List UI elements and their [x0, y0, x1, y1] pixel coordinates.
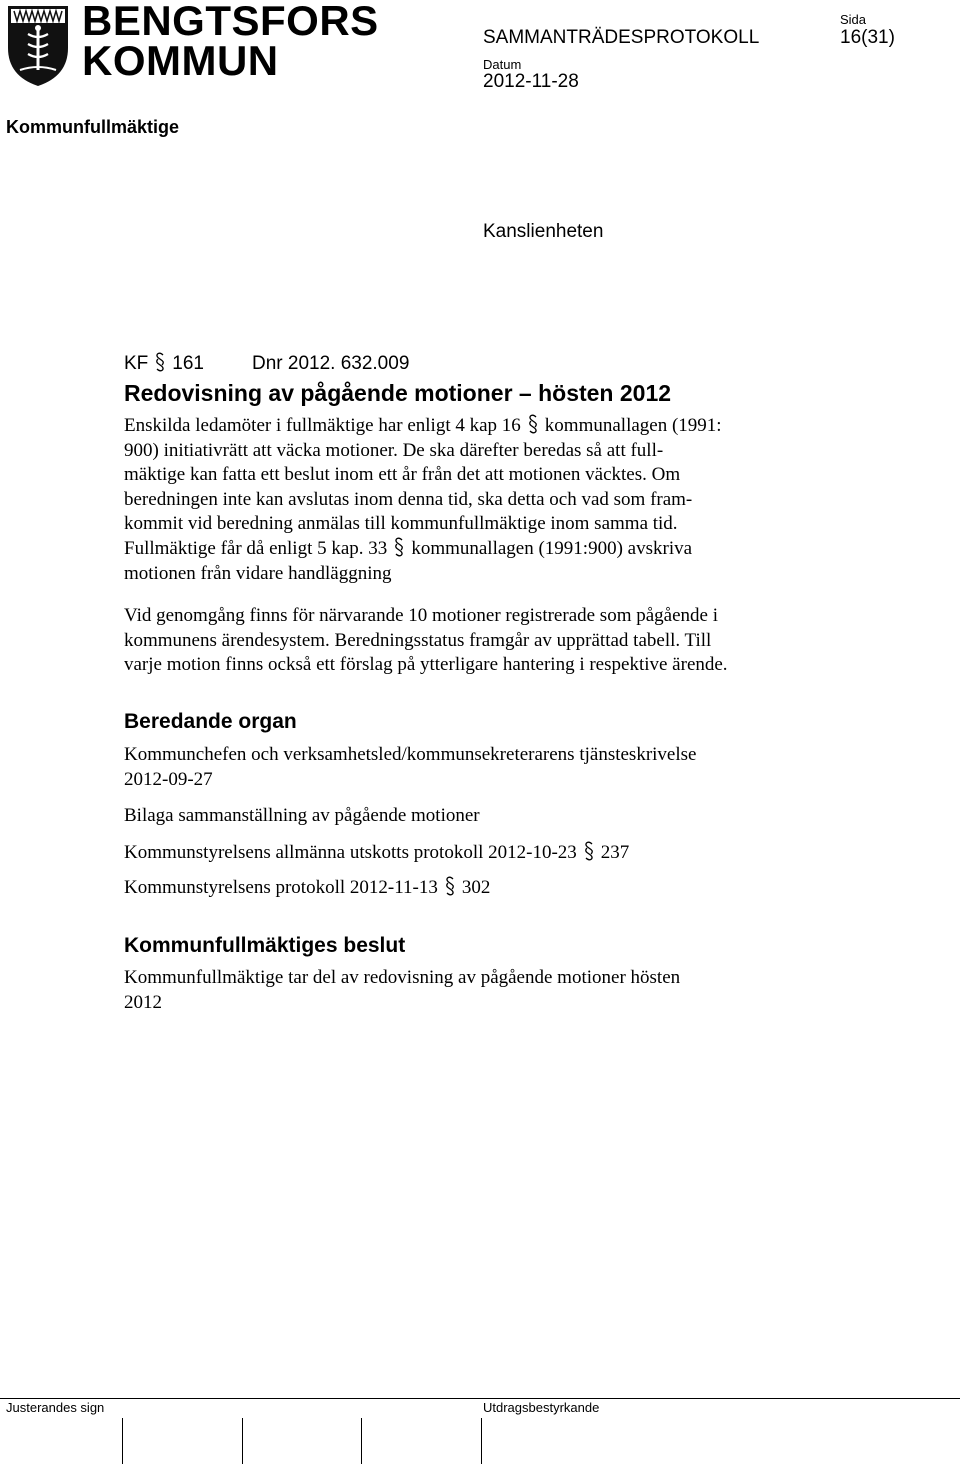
intro-line: motionen från vidare handläggning	[124, 562, 392, 584]
signature-box-divider	[242, 1418, 243, 1464]
page-number: 16(31)	[840, 27, 895, 48]
intro-line: kommit vid beredning anmälas till kommunfullmäktige inom samma tid.	[124, 513, 678, 535]
signature-box-divider	[122, 1418, 123, 1464]
intro-line: Enskilda ledamöter i fullmäktige har enligt 4 kap 16 kommunallagen (1991:	[124, 415, 722, 436]
preparing-item-3: Kommunstyrelsens allmänna utskotts protokoll 2012-10-23 237	[124, 842, 630, 863]
section-sign-icon	[583, 841, 595, 861]
case-kf: KF	[124, 353, 149, 374]
section-sign-icon	[527, 414, 539, 434]
decision-text-line2: 2012	[124, 992, 162, 1013]
case-reference	[124, 352, 409, 375]
extract-certification-label: Utdragsbestyrkande	[483, 1400, 600, 1415]
preparing-item-2: Bilaga sammanställning av pågående motioner	[124, 805, 480, 826]
preparing-item-1-line1: Kommunchefen och verksamhetsled/kommunsekreterarens tjänsteskrivelse	[124, 744, 697, 765]
adjuster-signature-label: Justerandes sign	[6, 1400, 105, 1415]
status-line: varje motion finns också ett förslag på ytterligare hantering i respektive ärende.	[124, 654, 728, 676]
footer-divider	[0, 1398, 960, 1399]
signature-box-divider	[481, 1418, 482, 1464]
page-label: Sida	[840, 12, 867, 27]
municipal-coat-of-arms-logo	[6, 4, 70, 88]
section-sign-icon	[393, 537, 405, 557]
brand-name-line2: KOMMUN	[82, 37, 279, 84]
decision-body: Kommunfullmäktige	[6, 117, 180, 137]
status-paragraph	[124, 604, 834, 678]
section-sign-icon	[154, 352, 166, 372]
case-dnr: Dnr 2012. 632.009	[251, 353, 410, 374]
decision-text-line1: Kommunfullmäktige tar del av redovisning av pågående motioner hösten	[124, 967, 681, 988]
date-label: Datum	[483, 57, 522, 72]
intro-line: beredningen inte kan avslutas inom denna tid, ska detta och vad som fram-	[124, 488, 693, 510]
brand-name-line1: BENGTSFORS	[82, 0, 379, 44]
status-line: Vid genomgång finns för närvarande 10 motioner registrerade som pågående i	[124, 605, 718, 626]
intro-line: 900) initiativrätt att väcka motioner. De ska därefter beredas så att full-	[124, 439, 664, 461]
intro-paragraph	[124, 414, 824, 586]
intro-line: Fullmäktige får då enligt 5 kap. 33 kommunallagen (1991:900) avskriva	[124, 537, 693, 559]
case-title: Redovisning av pågående motioner – hösten 2012	[124, 380, 672, 406]
section-sign-icon	[444, 876, 456, 896]
case-number: 161	[172, 353, 204, 374]
signature-box-divider	[361, 1418, 362, 1464]
department-unit: Kanslienheten	[483, 221, 604, 242]
preparing-bodies-heading: Beredande organ	[124, 710, 297, 733]
meeting-date: 2012-11-28	[483, 71, 579, 92]
preparing-item-1-line2: 2012-09-27	[124, 769, 213, 790]
document-type: SAMMANTRÄDESPROTOKOLL	[483, 27, 760, 48]
decision-heading: Kommunfullmäktiges beslut	[124, 934, 406, 957]
status-line: kommunens ärendesystem. Beredningsstatus framgår av upprättad tabell. Till	[124, 629, 712, 651]
preparing-item-4: Kommunstyrelsens protokoll 2012-11-13 302	[124, 877, 491, 898]
intro-line: mäktige kan fatta ett beslut inom ett år från det att motionen väcktes. Om	[124, 464, 681, 486]
